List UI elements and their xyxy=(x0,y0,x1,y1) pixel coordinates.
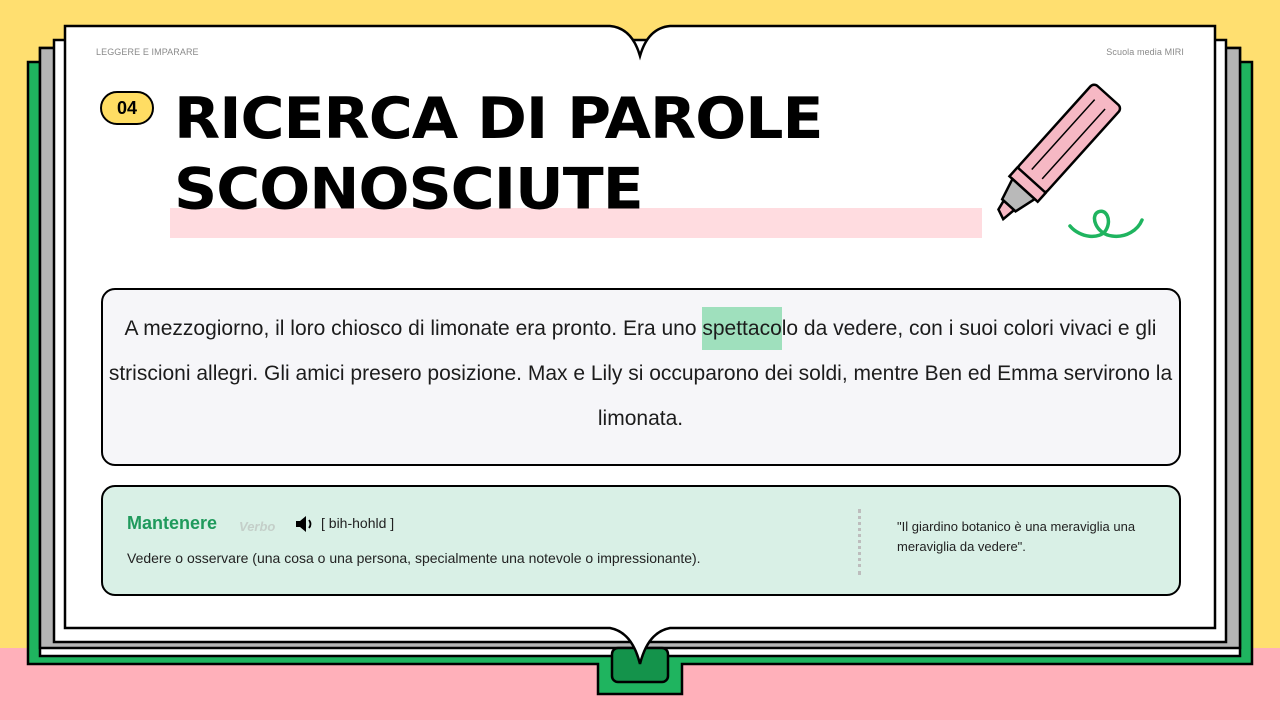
page-title-line-2: SCONOSCIUTE xyxy=(174,156,643,223)
example-sentence: "Il giardino botanico è una meraviglia una meraviglia da vedere". xyxy=(897,519,1136,554)
passage-text-2: lo da vedere, con i suoi colori vivaci e gli striscioni allegri. Gli amici presero posizione. Max e Lily si occuparono dei soldi, mentre Ben ed Emma servirono la limonata. xyxy=(108,317,1173,430)
header-right-label: Scuola media MIRI xyxy=(1106,47,1184,57)
part-of-speech: Verbo xyxy=(239,519,276,534)
pronunciation: [ bih-hohld ] xyxy=(321,515,395,531)
reading-passage-box xyxy=(101,288,1181,466)
definition-word: Mantenere xyxy=(127,513,218,533)
header-left-label: LEGGERE E IMPARARE xyxy=(96,47,199,57)
squiggle-decoration xyxy=(1066,204,1148,244)
definition-card xyxy=(101,485,1181,596)
highlighted-word: spettaco xyxy=(702,307,781,350)
dotted-divider xyxy=(858,509,861,575)
passage-text-1: A mezzogiorno, il loro chiosco di limonate era pronto. Era uno xyxy=(124,317,703,340)
page-title-line-1: RICERCA DI PAROLE xyxy=(174,85,823,153)
section-number-badge: 04 xyxy=(100,91,154,125)
page-title xyxy=(174,84,934,225)
definition-meaning: Vedere o osservare (una cosa o una persona, specialmente una notevole o impressionante). xyxy=(127,550,701,566)
speaker-icon[interactable] xyxy=(295,515,315,533)
reading-passage xyxy=(103,306,1178,441)
